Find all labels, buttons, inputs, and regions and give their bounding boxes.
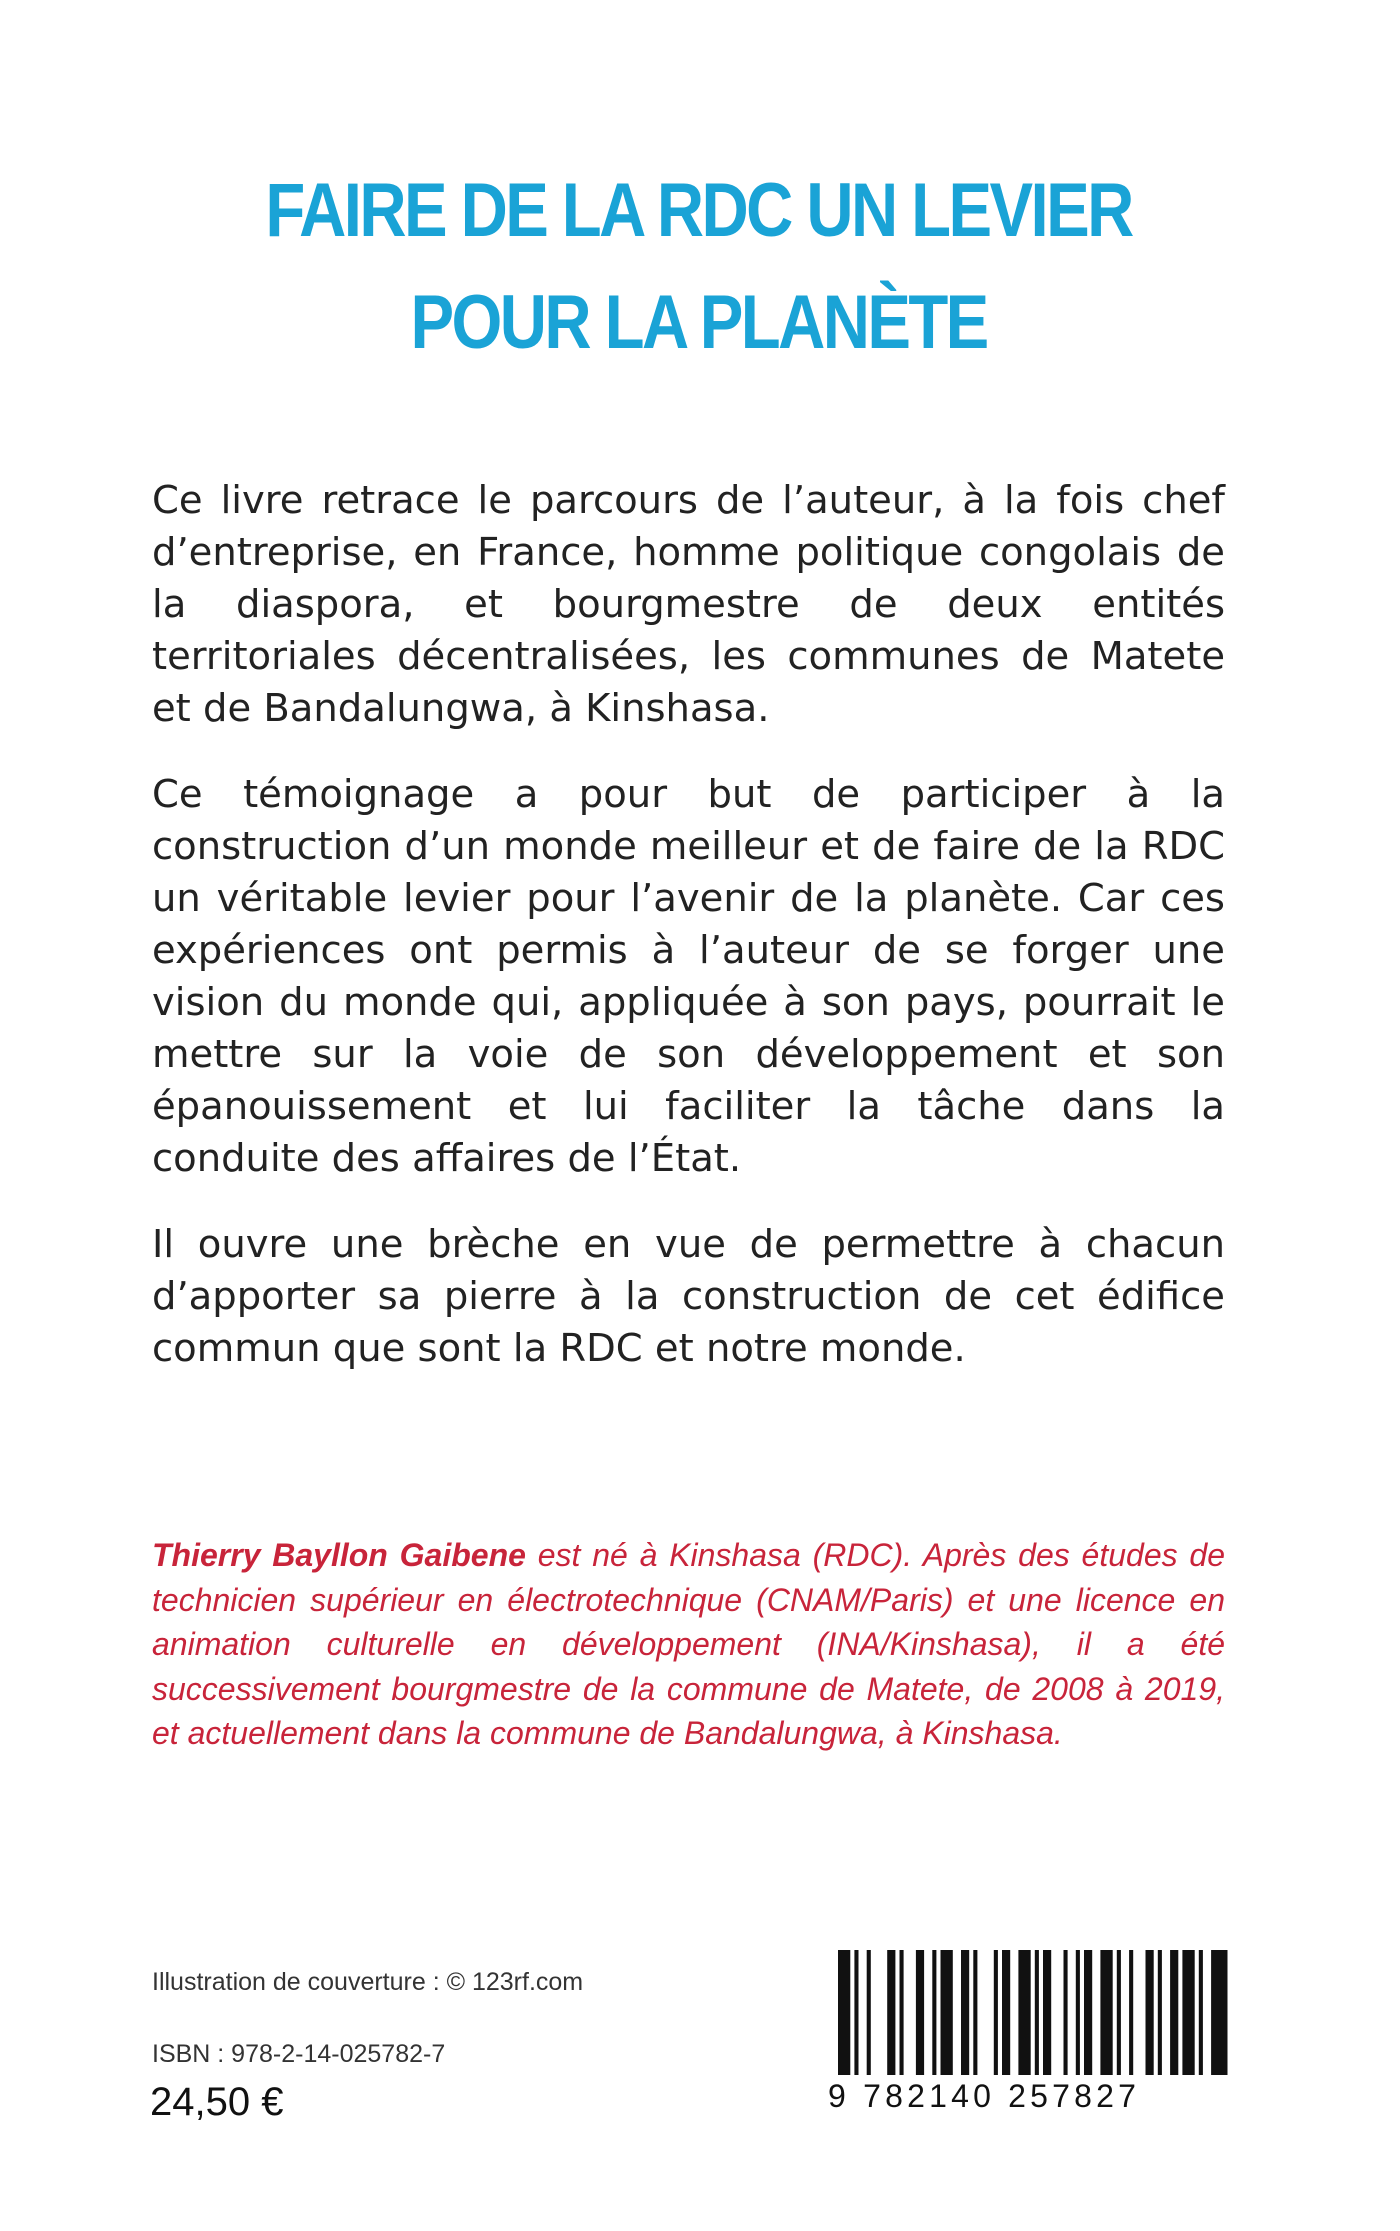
title-line-2: POUR LA PLANÈTE <box>410 280 987 365</box>
barcode-bar <box>1100 1950 1112 2075</box>
isbn: ISBN : 978-2-14-025782-7 <box>152 2040 446 2068</box>
barcode-bar <box>1117 1950 1121 2075</box>
barcode-bar <box>1182 1950 1194 2075</box>
book-title <box>97 155 1301 379</box>
barcode-bar <box>1064 1950 1068 2075</box>
barcode-bar <box>1158 1950 1162 2075</box>
barcode-bar <box>961 1950 969 2075</box>
barcode-bar <box>994 1950 998 2075</box>
title-line-1: FAIRE DE LA RDC UN LEVIER <box>265 168 1132 253</box>
author-name: Thierry Bayllon Gaibene <box>152 1537 526 1573</box>
blurb <box>152 475 1225 1409</box>
barcode-bar <box>887 1950 895 2075</box>
barcode-bar <box>1084 1950 1092 2075</box>
barcode-bar <box>1018 1950 1030 2075</box>
barcode-bar <box>916 1950 924 2075</box>
barcode-bar <box>867 1950 871 2075</box>
barcode-digits: 9 782140 257827 <box>828 2078 1141 2114</box>
barcode-bar <box>1129 1950 1133 2075</box>
barcode-bar <box>1043 1950 1051 2075</box>
author-bio <box>152 1533 1225 1756</box>
barcode-bar <box>854 1950 858 2075</box>
barcode-bar <box>941 1950 953 2075</box>
barcode-bar <box>1076 1950 1080 2075</box>
barcode-bar <box>838 1950 850 2075</box>
barcode-bar <box>973 1950 977 2075</box>
barcode-bar <box>932 1950 936 2075</box>
barcode-bar <box>900 1950 904 2075</box>
author-bio-text: est né à Kinshasa (RDC). Après des études de technicien supérieur en électrotechnique (CNAM/Paris) et une licence en animation culturelle en développement (INA/Kinshasa), il a été successivement bourgmestre de la commune de Matete, de 2008 à 2019, et actuellement dans la commune de Bandalungwa, à Kinshasa. <box>152 1537 1226 1751</box>
blurb-paragraph-2: Ce témoignage a pour but de participer à la construction d’un monde meilleur et de faire de la RDC un véritable levier pour l’avenir de la planète. Car ces expériences ont permis à l’auteur de se forger une vision du monde qui, appliquée à son pays, pourrait le mettre sur la voie de son développement et son épanouissement et lui faciliter la tâche dans la conduite des affaires de l’État. <box>152 772 1225 1181</box>
barcode-bar <box>1035 1950 1039 2075</box>
blurb-paragraph-1: Ce livre retrace le parcours de l’auteur, à la fois chef d’entreprise, en France, homme politique congolais de la diaspora, et bourgmestre de deux entités territoriales décentralisées, les communes de Matete et de Bandalungwa, à Kinshasa. <box>152 478 1225 731</box>
barcode-bar <box>1211 1950 1227 2075</box>
barcode-bar <box>1146 1950 1154 2075</box>
barcode-bar <box>1170 1950 1178 2075</box>
barcode-bar <box>1199 1950 1203 2075</box>
barcode-bar <box>1002 1950 1010 2075</box>
price: 24,50 € <box>150 2080 284 2124</box>
illustration-credit: Illustration de couverture : © 123rf.com <box>152 1968 584 1996</box>
blurb-paragraph-3: Il ouvre une brèche en vue de permettre à chacun d’apporter sa pierre à la construction de cet édifice commun que sont la RDC et notre monde. <box>152 1222 1225 1371</box>
